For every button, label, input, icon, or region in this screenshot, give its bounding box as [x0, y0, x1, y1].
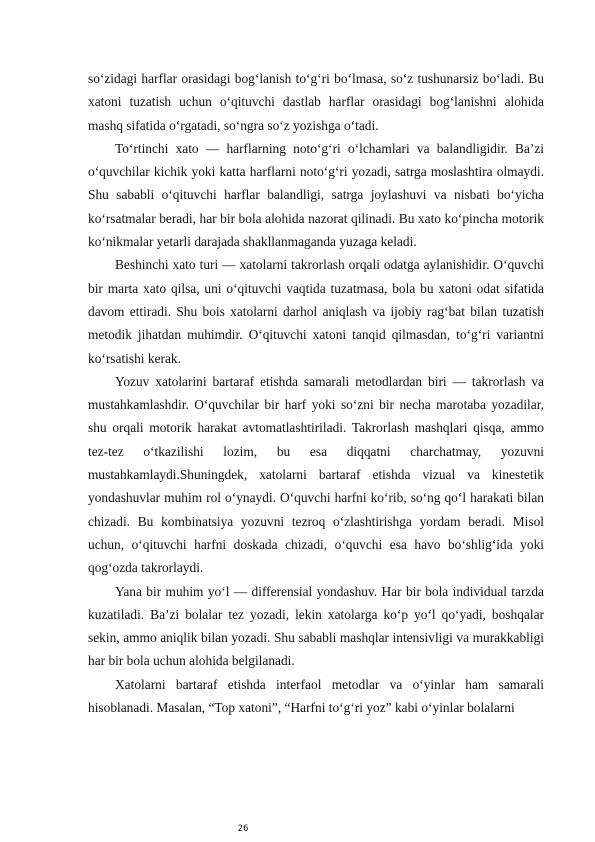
paragraph-continuation: so‘zidagi harflar orasidagi bog‘lanish to‘g‘ri bo‘lmasa, so‘z tushunarsiz bo‘ladi. Bu xatoni tuzatish uchun o‘qituvchi dastlab harflar orasidagi bog‘lanishni alohida mashq sifatida o‘rgatadi, so‘ngra so‘z yozishga o‘tadi. — [88, 71, 544, 133]
paragraph-fifth-error: Beshinchi xato turi — xatolarni takrorlash orqali odatga aylanishidir. O‘quvchi bir marta xato qilsa, uni o‘qituvchi vaqtida tuzatmasa, bola bu xatoni odat sifatida davom ettiradi. Shu bois xatolarni darhol aniqlash va ijobiy rag‘bat bilan tuzatish metodik jihatdan muhimdir. O‘qituvchi xatoni tanqid qilmasdan, to‘g‘ri variantni ko‘rsatishi kerak. — [88, 257, 544, 366]
paragraph-interactive-methods: Xatolarni bartaraf etishda interfaol metodlar va o‘yinlar ham samarali hisoblanadi. Masalan, “Top xatoni”, “Harfni to‘g‘ri yoz” kabi o‘yinlar bolalarni — [88, 676, 544, 716]
paragraph-repetition-method: Yozuv xatolarini bartaraf etishda samarali metodlardan biri — takrorlash va mustahkamlashdir. O‘quvchilar bir harf yoki so‘zni bir necha marotaba yozadilar, shu orqali motorik harakat avtomatlashtiriladi. Takrorlash mashqlari qisqa, ammo tez-tez o‘tkazilishi lozim, bu esa diqqatni charchatmay, yozuvni mustahkamlaydi.Shuningdek, xatolarni bartaraf etishda vizual va kinestetik yondashuvlar muhim rol o‘ynaydi. O‘quvchi harfni ko‘rib, so‘ng qo‘l harakati bilan chizadi. Bu kombinatsiya yozuvni tezroq o‘zlashtirishga yordam beradi. Misol uchun, o‘qituvchi harfni doskada chizadi, o‘quvchi esa havo bo‘shlig‘ida yoki qog‘ozda takrorlaydi. — [88, 373, 544, 576]
page-number: 26 — [237, 824, 249, 834]
paragraph-fourth-error: To‘rtinchi xato — harflarning noto‘g‘ri o‘lchamlari va balandligidir. Ba’zi o‘quvchilar kichik yoki katta harflarni noto‘g‘ri yozadi, satrga moslashtira olmaydi. Shu sababli o‘qituvchi harflar balandligi, satrga joylashuvi va nisbati bo‘yicha ko‘rsatmalar beradi, har bir bola alohida nazorat qilinadi. Bu xato ko‘pincha motorik ko‘nikmalar yetarli darajada shakllanmaganda yuzaga keladi. — [88, 140, 544, 250]
paragraph-differential-approach: Yana bir muhim yo‘l — differensial yondashuv. Har bir bola individual tarzda kuzatiladi. Ba’zi bolalar tez yozadi, lekin xatolarga ko‘p yo‘l qo‘yadi, boshqalar sekin, ammo aniqlik bilan yozadi. Shu sababli mashqlar intensivligi va murakkabligi har bir bola uchun alohida belgilanadi. — [88, 583, 544, 669]
document-body — [88, 67, 544, 719]
